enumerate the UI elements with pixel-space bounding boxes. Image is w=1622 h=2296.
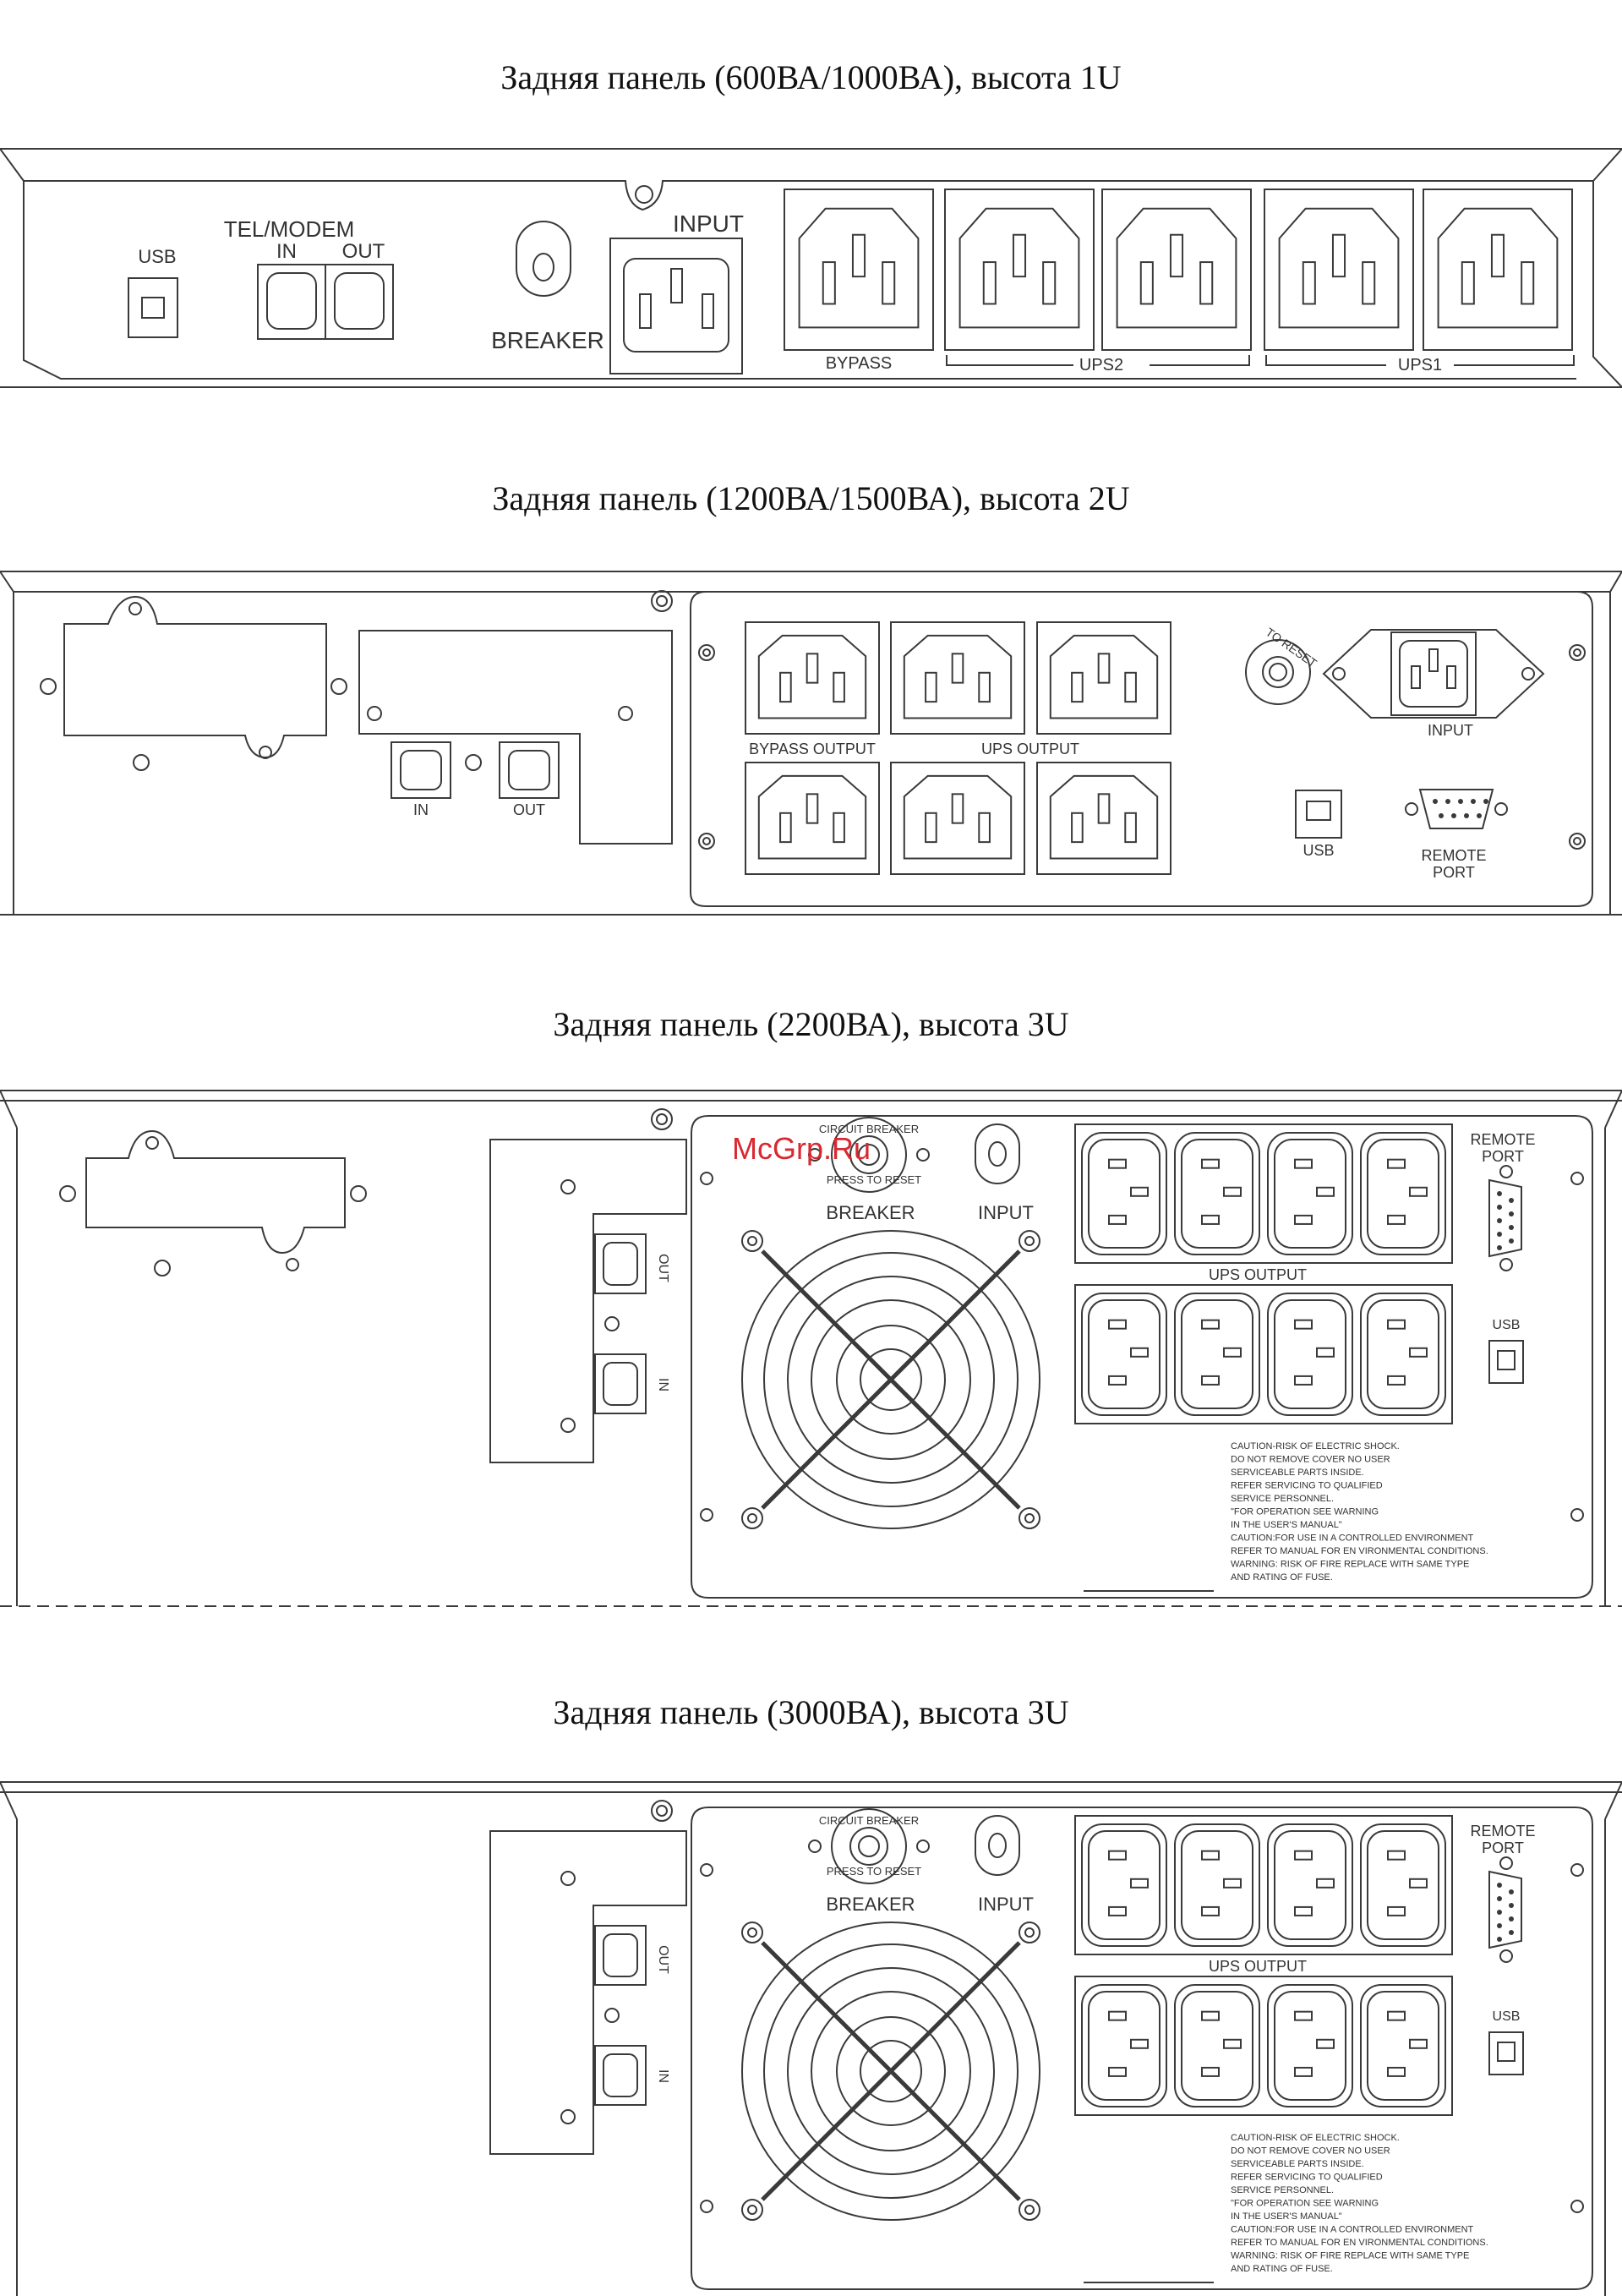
- ac-outlet[interactable]: [945, 189, 1094, 350]
- usb-label: USB: [138, 246, 177, 267]
- usb-port[interactable]: [1489, 2032, 1523, 2075]
- tel-in-label: IN: [656, 1378, 670, 1391]
- cooling-fan: [742, 1231, 1040, 1528]
- input-label: INPUT: [673, 210, 744, 237]
- ups1-label: UPS1: [1397, 356, 1443, 374]
- caution-line: REFER TO MANUAL FOR EN VIRONMENTAL CONDITIONS.: [1231, 1546, 1488, 1556]
- caution-line: CAUTION-RISK OF ELECTRIC SHOCK.: [1231, 2133, 1400, 2143]
- ac-outlet[interactable]: [1082, 1133, 1166, 1255]
- tel-out-label: OUT: [656, 1945, 670, 1974]
- option-slot-cover: [86, 1131, 345, 1253]
- remote-label: REMOTE: [1470, 1823, 1536, 1840]
- breaker-ring-text-2: PRESS TO RESET: [826, 1865, 922, 1878]
- caution-line: REFER TO MANUAL FOR EN VIRONMENTAL CONDITIONS.: [1231, 2238, 1488, 2248]
- ac-outlet[interactable]: [745, 763, 879, 874]
- ups2-label: UPS2: [1079, 356, 1124, 374]
- caution-line: DO NOT REMOVE COVER NO USER: [1231, 1454, 1390, 1465]
- panel-4: [0, 1782, 1622, 2296]
- input-socket-flange: [1324, 630, 1543, 718]
- option-slot-cover: [64, 597, 326, 757]
- caution-line: AND RATING OF FUSE.: [1231, 1572, 1333, 1583]
- usb-port[interactable]: [1489, 1341, 1523, 1383]
- ac-outlet[interactable]: [891, 763, 1024, 874]
- breaker-ring-text: CIRCUIT BREAKER: [818, 1123, 920, 1135]
- ac-outlet[interactable]: [1264, 189, 1413, 350]
- ac-outlet[interactable]: [784, 189, 933, 350]
- ac-outlet[interactable]: [1423, 189, 1572, 350]
- ac-outlet[interactable]: [1361, 1293, 1445, 1415]
- caution-line: "FOR OPERATION SEE WARNING: [1231, 2198, 1379, 2209]
- ups-output-label: UPS OUTPUT: [1208, 1958, 1308, 1975]
- bypass-output-label: BYPASS OUTPUT: [749, 741, 876, 757]
- caution-line: DO NOT REMOVE COVER NO USER: [1231, 2146, 1390, 2157]
- caution-line: WARNING: RISK OF FIRE REPLACE WITH SAME TYPE: [1231, 2250, 1470, 2261]
- panel-1-title: Задняя панель (600ВА/1000ВА), высота 1U: [500, 58, 1122, 96]
- tel-modem-label: TEL/MODEM: [223, 216, 355, 242]
- ups-output-label: UPS OUTPUT: [1208, 1266, 1308, 1283]
- input-socket[interactable]: [1391, 632, 1476, 715]
- caution-line: IN THE USER'S MANUAL": [1231, 1520, 1342, 1530]
- ac-outlet[interactable]: [1268, 1985, 1352, 2107]
- caution-line: CAUTION-RISK OF ELECTRIC SHOCK.: [1231, 1441, 1400, 1451]
- breaker-ring-text-2: PRESS TO RESET: [826, 1173, 922, 1186]
- tel-in-label: IN: [276, 240, 297, 263]
- ac-outlet[interactable]: [1268, 1133, 1352, 1255]
- ac-outlet[interactable]: [1037, 622, 1171, 734]
- input-label: INPUT: [978, 1202, 1034, 1223]
- input-fuse[interactable]: [975, 1124, 1019, 1184]
- panel-4-title: Задняя панель (3000ВА), высота 3U: [553, 1693, 1069, 1731]
- ac-outlet[interactable]: [1175, 1985, 1259, 2107]
- ac-outlet[interactable]: [745, 622, 879, 734]
- panel-1: [0, 149, 1622, 387]
- ac-outlet[interactable]: [1082, 1293, 1166, 1415]
- breaker-label: BREAKER: [826, 1202, 915, 1223]
- ac-outlet[interactable]: [1037, 763, 1171, 874]
- modem-plate: [490, 1831, 686, 2154]
- input-fuse[interactable]: [975, 1816, 1019, 1875]
- usb-port[interactable]: [128, 278, 177, 337]
- breaker-button[interactable]: [516, 221, 571, 296]
- ac-outlet[interactable]: [1175, 1293, 1259, 1415]
- caution-line: REFER SERVICING TO QUALIFIED: [1231, 2172, 1383, 2183]
- watermark: McGrp.Ru: [732, 1131, 871, 1166]
- ac-outlet[interactable]: [1268, 1293, 1352, 1415]
- ac-outlet[interactable]: [1175, 1133, 1259, 1255]
- usb-label: USB: [1303, 842, 1335, 859]
- ac-outlet[interactable]: [891, 622, 1024, 734]
- ac-outlet[interactable]: [1361, 1133, 1445, 1255]
- panel-2-title: Задняя панель (1200ВА/1500ВА), высота 2U: [492, 479, 1130, 517]
- usb-label: USB: [1492, 2009, 1521, 2024]
- remote-port[interactable]: [1420, 790, 1493, 828]
- remote-port-pins: [1433, 799, 1488, 818]
- tel-in-label: IN: [656, 2069, 670, 2083]
- usb-port[interactable]: [1296, 790, 1341, 838]
- input-label: INPUT: [1428, 722, 1473, 739]
- bypass-label: BYPASS: [825, 354, 893, 373]
- caution-line: AND RATING OF FUSE.: [1231, 2264, 1333, 2274]
- input-label: INPUT: [978, 1894, 1034, 1915]
- ac-outlet[interactable]: [1175, 1824, 1259, 1946]
- panel-3-title: Задняя панель (2200ВА), высота 3U: [553, 1005, 1069, 1043]
- caution-text: [1231, 2133, 1488, 2274]
- ac-outlet[interactable]: [1082, 1824, 1166, 1946]
- breaker-label: BREAKER: [491, 327, 604, 353]
- caution-line: IN THE USER'S MANUAL": [1231, 2211, 1342, 2222]
- ac-outlet[interactable]: [1268, 1824, 1352, 1946]
- tel-out-label: OUT: [656, 1254, 670, 1282]
- tel-in-label: IN: [413, 801, 429, 818]
- ac-outlet[interactable]: [1361, 1985, 1445, 2107]
- remote-port[interactable]: [1489, 1872, 1521, 1948]
- panel-3: [0, 1091, 1622, 1606]
- caution-line: REFER SERVICING TO QUALIFIED: [1231, 1480, 1383, 1491]
- port-label: PORT: [1482, 1148, 1524, 1165]
- remote-label: REMOTE: [1421, 847, 1487, 864]
- panel-2: [0, 571, 1622, 915]
- caution-line: SERVICE PERSONNEL.: [1231, 2185, 1335, 2195]
- tel-out-label: OUT: [341, 240, 385, 263]
- ac-outlet[interactable]: [1082, 1985, 1166, 2107]
- ac-outlet[interactable]: [1361, 1824, 1445, 1946]
- caution-line: CAUTION:FOR USE IN A CONTROLLED ENVIRONMENT: [1231, 2224, 1474, 2235]
- remote-label: REMOTE: [1470, 1131, 1536, 1148]
- caution-line: CAUTION:FOR USE IN A CONTROLLED ENVIRONMENT: [1231, 1533, 1474, 1544]
- caution-line: SERVICEABLE PARTS INSIDE.: [1231, 2159, 1364, 2169]
- breaker-label: BREAKER: [826, 1894, 915, 1915]
- remote-port[interactable]: [1489, 1180, 1521, 1256]
- cooling-fan: [742, 1922, 1040, 2220]
- caution-text: [1231, 1441, 1488, 1583]
- caution-line: WARNING: RISK OF FIRE REPLACE WITH SAME TYPE: [1231, 1559, 1470, 1570]
- panel-1-outlets: [784, 189, 1572, 350]
- caution-line: SERVICE PERSONNEL.: [1231, 1494, 1335, 1504]
- caution-line: SERVICEABLE PARTS INSIDE.: [1231, 1468, 1364, 1478]
- breaker-ring-text: CIRCUIT BREAKER: [818, 1814, 920, 1827]
- port-label: PORT: [1482, 1840, 1524, 1856]
- port-label: PORT: [1433, 864, 1475, 881]
- reset-ring-text: TO RESET: [1263, 625, 1320, 670]
- ac-outlet[interactable]: [1102, 189, 1251, 350]
- modem-plate: [490, 1140, 686, 1462]
- ups-output-label: UPS OUTPUT: [980, 741, 1080, 757]
- usb-label: USB: [1492, 1318, 1521, 1332]
- caution-line: "FOR OPERATION SEE WARNING: [1231, 1506, 1379, 1517]
- tel-out-label: OUT: [513, 801, 545, 818]
